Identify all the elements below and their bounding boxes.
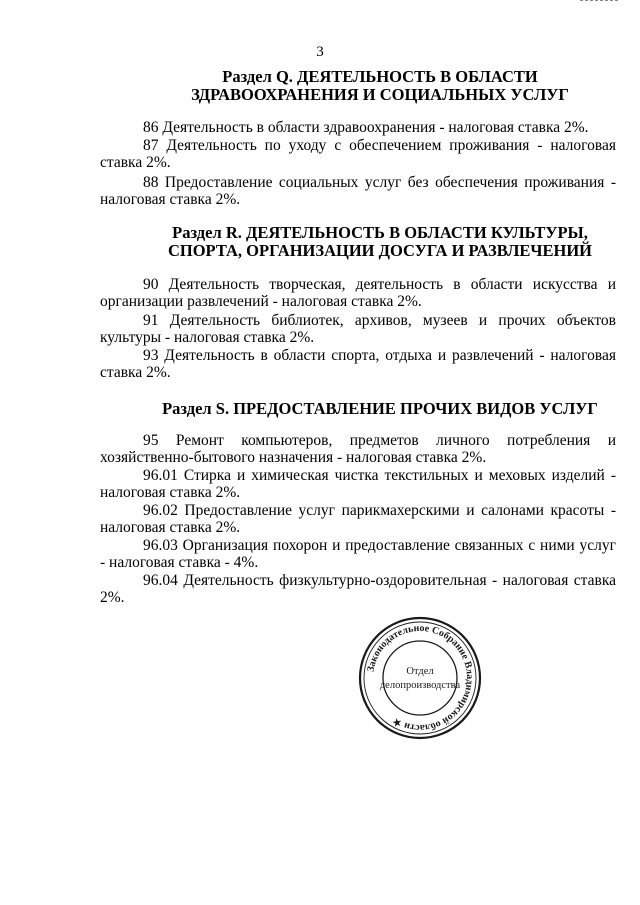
section-s-title: Раздел S. ПРЕДОСТАВЛЕНИЕ ПРОЧИХ ВИДОВ УСЛУГ	[162, 399, 598, 418]
item-96-02: 96.02 Предоставление услуг парикмахерскими и салонами красоты - налоговая ставка 2%.	[100, 502, 616, 536]
stamp-ring-text: Законодательное Собрание Владимирской области ★	[365, 622, 476, 734]
item-93: 93 Деятельность в области спорта, отдыха и развлечений - налоговая ставка 2%.	[100, 347, 616, 381]
stamp-outer-ring	[360, 618, 480, 738]
scan-edge-mark	[580, 0, 618, 3]
section-r-title-line-2: СПОРТА, ОРГАНИЗАЦИИ ДОСУГА И РАЗВЛЕЧЕНИЙ	[167, 241, 593, 260]
official-stamp	[356, 614, 484, 742]
stamp-center-line-1: Отдел	[406, 666, 434, 677]
item-96-01: 96.01 Стирка и химическая чистка текстильных и меховых изделий - налоговая ставка 2%.	[100, 467, 616, 501]
item-87: 87 Деятельность по уходу с обеспечением проживания - налоговая ставка 2%.	[100, 137, 616, 171]
item-90: 90 Деятельность творческая, деятельность в области искусства и организации развлечений - налоговая ставка 2%.	[100, 276, 616, 310]
section-q-title-line-2: ЗДРАВООХРАНЕНИЯ И СОЦИАЛЬНЫХ УСЛУГ	[191, 85, 569, 104]
item-95: 95 Ремонт компьютеров, предметов личного потребления и хозяйственно-бытового назначения - налоговая ставка 2%.	[100, 432, 616, 466]
stamp-inner-ring	[383, 641, 457, 715]
item-96-03: 96.03 Организация похорон и предоставление связанных с ними услуг - налоговая ставка - 4%.	[100, 537, 616, 571]
page-number: 3	[316, 44, 324, 60]
item-96-04: 96.04 Деятельность физкультурно-оздоровительная - налоговая ставка 2%.	[100, 572, 616, 606]
stamp-graphic	[356, 614, 484, 742]
section-r-title-line-1: Раздел R. ДЕЯТЕЛЬНОСТЬ В ОБЛАСТИ КУЛЬТУРЫ,	[172, 223, 588, 242]
stamp-center-line-2: делопроизводства	[379, 680, 461, 691]
item-88: 88 Предоставление социальных услуг без обеспечения проживания - налоговая ставка 2%.	[100, 174, 616, 208]
item-86: 86 Деятельность в области здравоохранения - налоговая ставка 2%.	[143, 119, 589, 136]
item-91: 91 Деятельность библиотек, архивов, музеев и прочих объектов культуры - налоговая ставка 2%.	[100, 312, 616, 346]
stamp-outer-ring-inner	[364, 622, 476, 734]
section-q-title-line-1: Раздел Q. ДЕЯТЕЛЬНОСТЬ В ОБЛАСТИ	[222, 67, 538, 86]
